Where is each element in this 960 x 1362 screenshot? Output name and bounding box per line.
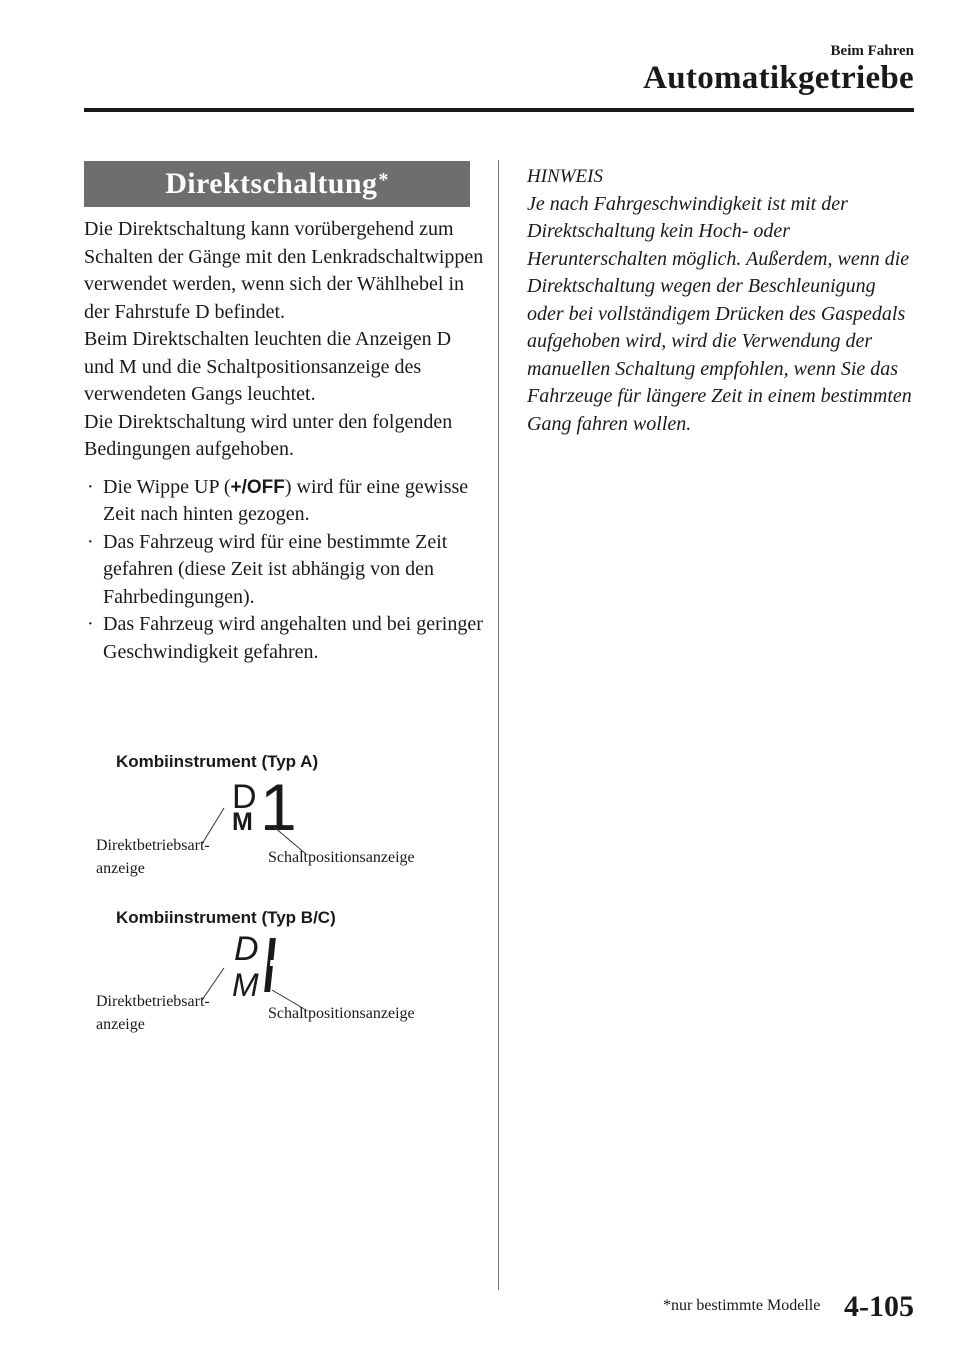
condition-list [84, 474, 484, 667]
diagram-caption: Kombiinstrument (Typ A) [116, 752, 319, 771]
note-box [527, 163, 917, 438]
mode-d-glyph: D [232, 778, 257, 816]
direct-mode-indicator-label: Direktbetriebsart- anzeige [96, 837, 210, 877]
column-divider [498, 160, 499, 1290]
list-item-text: ) wird für eine gewisse Zeit nach hinten gezogen. [103, 475, 469, 525]
paddle-symbol: +/OFF [230, 476, 285, 498]
header-chapter: Automatikgetriebe [643, 60, 914, 96]
paragraph: Die Direktschaltung kann vorübergehend zum Schalten der Gänge mit den Lenkradschaltwippen verwendet werden, wenn sich der Wählhebel in der Fahrstufe D befindet. [84, 218, 484, 323]
instrument-diagram-type-a [84, 752, 484, 902]
paragraph: Die Direktschaltung wird unter den folgenden Bedingungen aufgehoben. [84, 410, 453, 460]
page-number: 4-105 [844, 1290, 914, 1323]
paragraph: Beim Direktschalten leuchten die Anzeigen D und M und die Schaltpositionsanzeige des verwendeten Gangs leuchtet. [84, 328, 452, 405]
mode-d-glyph: D [234, 930, 259, 968]
list-item [84, 474, 484, 529]
note-title: HINWEIS [527, 166, 603, 187]
body-text [84, 216, 484, 666]
mode-m-glyph: M [232, 808, 253, 836]
shift-position-indicator-label: Schaltpositionsanzeige [268, 849, 415, 866]
list-item [84, 611, 484, 666]
bullet-mark: · [87, 530, 94, 553]
list-item [84, 529, 484, 612]
model-availability-mark: * [378, 168, 389, 191]
direct-mode-indicator-label: Direktbetriebsart- anzeige [96, 993, 210, 1033]
mode-m-glyph: M [232, 967, 259, 1003]
header-rule [84, 108, 914, 112]
section-title-text: Direktschaltung [165, 167, 378, 200]
note-text: Je nach Fahrgeschwindigkeit ist mit der Direktschaltung kein Hoch- oder Herunterschalten möglich. Außerdem, wenn die Direktschaltung wegen der Beschleunigung oder bei vollständigem Drücken des Gaspedals aufgehoben wird, wird die Verwendung der manuellen Schaltung empfohlen, wenn Sie das Fahrzeuge für längere Zeit in einem bestimmten Gang fahren wollen. [527, 192, 912, 435]
diagram-caption: Kombiinstrument (Typ B/C) [116, 908, 336, 927]
list-item-text: Das Fahrzeug wird angehalten und bei geringer Geschwindigkeit gefahren. [103, 613, 483, 663]
segment-gear-indicator-icon [264, 938, 276, 992]
bullet-mark: · [87, 613, 94, 635]
section-title [84, 161, 470, 207]
footnote: *nur bestimmte Modelle [663, 1297, 821, 1314]
bullet-mark: · [87, 475, 94, 498]
gear-number-glyph: 1 [260, 770, 297, 844]
header-section: Beim Fahren [830, 43, 914, 59]
instrument-diagram-type-bc [84, 908, 484, 1058]
list-item-text: Die Wippe UP ( [103, 475, 231, 498]
list-item-text: Das Fahrzeug wird für eine bestimmte Zeit gefahren (diese Zeit ist abhängig von den Fahrbedingungen). [103, 530, 448, 608]
shift-position-indicator-label: Schaltpositionsanzeige [268, 1005, 415, 1022]
